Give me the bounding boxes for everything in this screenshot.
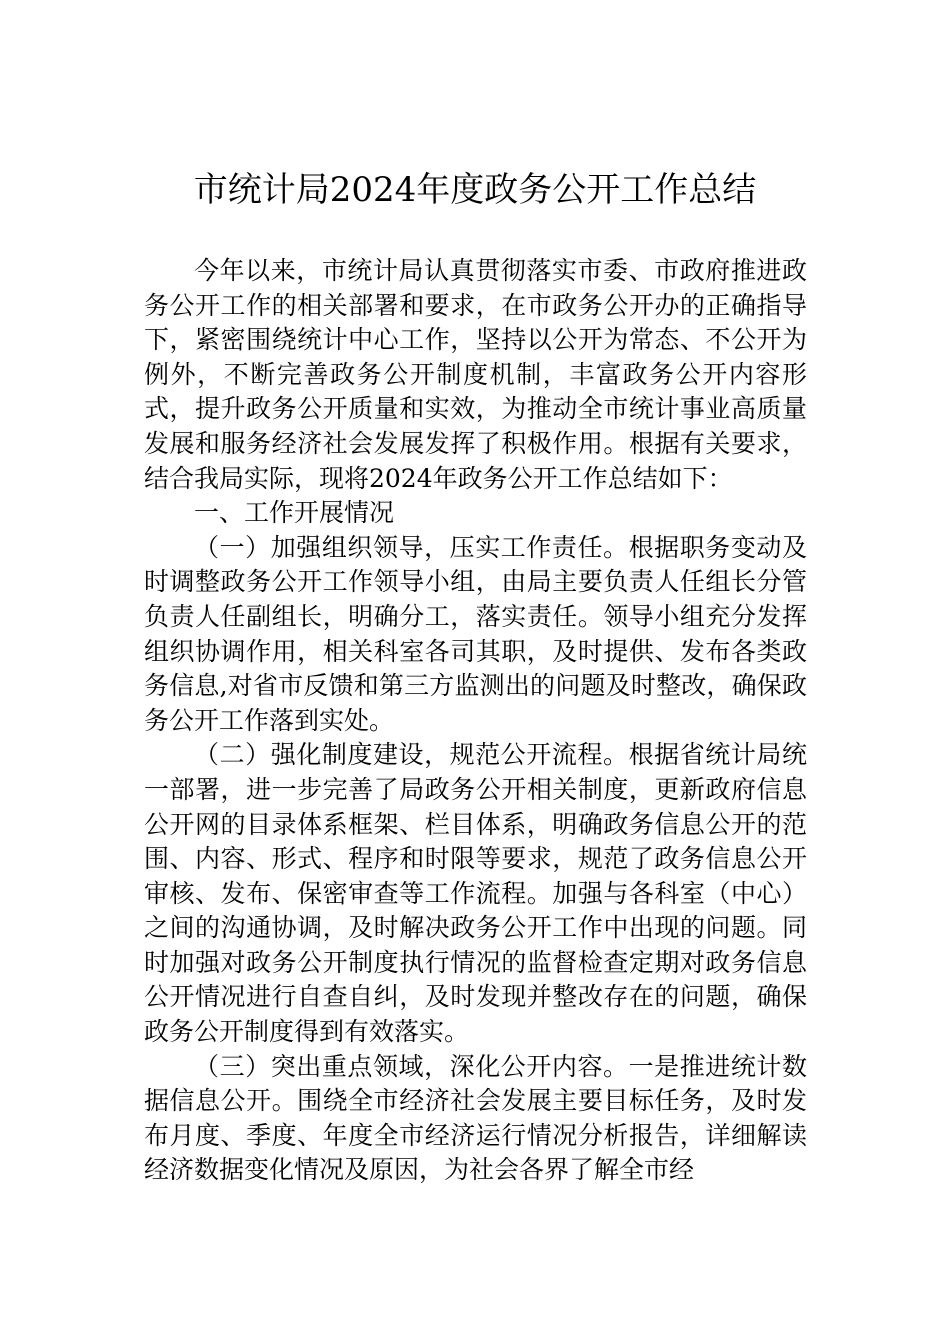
intro-paragraph: 今年以来，市统计局认真贯彻落实市委、市政府推进政务公开工作的相关部署和要求，在市政务公开办的正确指导下，紧密围绕统计中心工作，坚持以公开为常态、不公开为例外，不断完善政务公开制度机制，丰富政务公开内容形式，提升政务公开质量和实效，为推动全市统计事业高质量发展和服务经济社会发展发挥了积极作用。根据有关要求，结合我局实际，现将2024年政务公开工作总结如下： [144, 256, 807, 493]
paragraph-key-areas: （三）突出重点领域，深化公开内容。一是推进统计数据信息公开。围绕全市经济社会发展主要目标任务，及时发布月度、季度、年度全市经济运行情况分析报告，详细解读经济数据变化情况及原因，为社会各界了解全市经 [144, 1051, 807, 1185]
paragraph-system-building: （二）强化制度建设，规范公开流程。根据省统计局统一部署，进一步完善了局政务公开相关制度，更新政府信息公开网的目录体系框架、栏目体系，明确政务信息公开的范围、内容、形式、程序和时限等要求，规范了政务信息公开审核、发布、保密审查等工作流程。加强与各科室（中心）之间的沟通协调，及时解决政务公开工作中出现的问题。同时加强对政务公开制度执行情况的监督检查定期对政务信息公开情况进行自查自纠，及时发现并整改存在的问题，确保政务公开制度得到有效落实。 [144, 740, 807, 1047]
paragraph-organization: （一）加强组织领导，压实工作责任。根据职务变动及时调整政务公开工作领导小组，由局主要负责人任组长分管负责人任副组长，明确分工，落实责任。领导小组充分发挥组织协调作用，相关科室各司其职，及时提供、发布各类政务信息,对省市反馈和第三方监测出的问题及时整改，确保政务公开工作落到实处。 [144, 532, 807, 735]
document-title: 市统计局2024年度政务公开工作总结 [193, 170, 757, 210]
document-body [144, 254, 807, 1188]
section-heading: 一、工作开展情况 [194, 498, 395, 528]
